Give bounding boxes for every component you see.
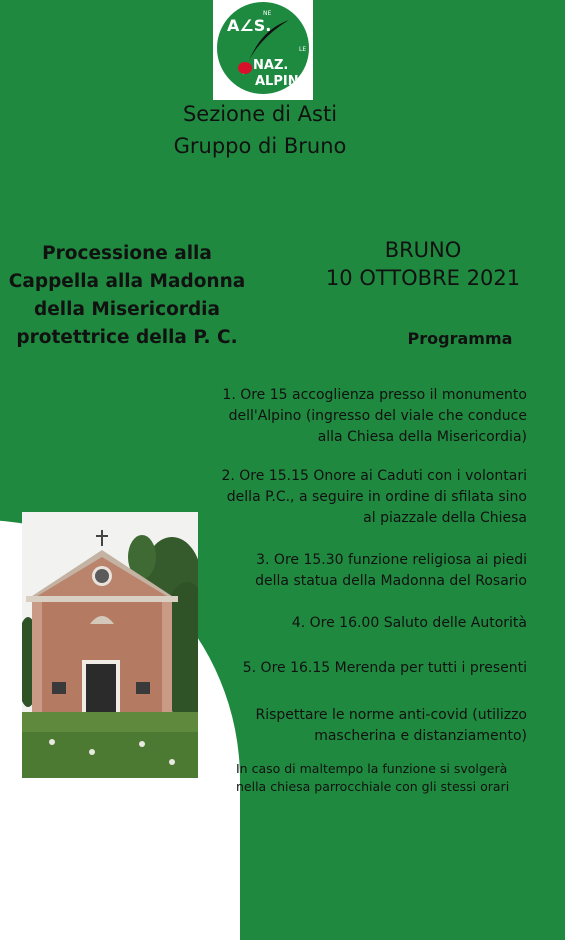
weather-note — [236, 760, 536, 796]
programma-item-line: della P.C., a seguire in ordine di sfilata sino — [226, 489, 527, 505]
weather-note-line: In caso di maltempo la funzione si svolgerà — [236, 761, 508, 776]
logo-circle — [217, 2, 309, 94]
programma-item-line: 1. Ore 15 accoglienza presso il monumento — [222, 387, 527, 403]
event-date: 10 OTTOBRE 2021 — [325, 266, 521, 290]
event-title-line: della Misericordia — [33, 299, 221, 320]
event-title-line: Processione alla — [42, 243, 212, 264]
programma-item — [187, 550, 527, 592]
logo — [213, 0, 313, 100]
logo-text-alpini: ALPINI — [255, 74, 304, 89]
programma-item-line: Rispettare le norme anti-covid (utilizzo — [255, 707, 527, 723]
programma-heading: Programma — [407, 329, 513, 348]
programma-item — [187, 613, 527, 634]
logo-text-ans: A∠S. — [227, 16, 272, 35]
programma-item-line: dell'Alpino (ingresso del viale che conduce — [228, 408, 527, 424]
programma-item-line: alla Chiesa della Misericordia) — [317, 429, 527, 445]
programma-item-line: 4. Ore 16.00 Saluto delle Autorità — [291, 615, 527, 631]
programma-item-line: 5. Ore 16.15 Merenda per tutti i presenti — [242, 660, 527, 676]
event-title — [2, 240, 252, 352]
weather-note-line: nella chiesa parrocchiale con gli stessi orari — [236, 779, 510, 794]
logo-text-le: LE — [299, 46, 307, 53]
programma-item-line: mascherina e distanziamento) — [314, 728, 527, 744]
event-title-line: protettrice della P. C. — [16, 327, 238, 348]
event-place-date — [318, 236, 528, 292]
programma-item-line: 2. Ore 15.15 Onore ai Caduti con i volontari — [221, 468, 527, 484]
event-place: BRUNO — [384, 238, 462, 262]
chapel-photo — [22, 512, 198, 778]
programma-item-line: della statua della Madonna del Rosario — [255, 573, 527, 589]
programma-item-line: al piazzale della Chiesa — [363, 510, 527, 526]
logo-text-ne: NE — [263, 10, 272, 17]
programma-item — [187, 658, 527, 679]
event-title-line: Cappella alla Madonna — [8, 271, 246, 292]
section-title: Sezione di Asti — [182, 102, 338, 126]
group-title: Gruppo di Bruno — [173, 134, 347, 158]
logo-text-naz: NAZ. — [253, 58, 289, 73]
programma-item — [187, 466, 527, 529]
programma-item-line: 3. Ore 15.30 funzione religiosa ai piedi — [256, 552, 527, 568]
programma-item — [187, 385, 527, 448]
programma-item — [187, 705, 527, 747]
